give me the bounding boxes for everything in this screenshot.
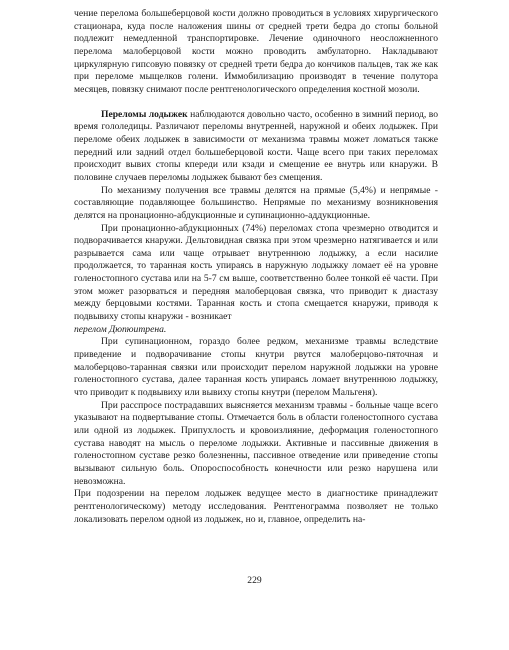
paragraph-tibia-treatment: чение перелома большеберцовой кости должно проводиться в условиях хирургического стационара, куда после наложения шины от средней трети бедра до стопы больной подлежит немедленной транспортировке. Лечение одиночного неосложненного перелома малоберцовой кости можно проводить амбулаторно. Накладывают циркулярную гипсовую повязку от средней трети бедра до кончиков пальцев, так же как при переломе мыщелков голени. Иммобилизацию производят в течение полутора месяцев, повязку снимают после рентгенологического определения костной мозоли. [74, 8, 438, 95]
paragraph-symptoms: При расспросе пострадавших выясняется механизм травмы - больные чаще всего указывают на подвертывание стопы. Отмечается боль в области голеностопного сустава или одной из лодыжек. Припухлость и кровоизлияние, деформация голеностопного сустава наводят на мысль о переломе лодыжки. Активные и пассивные движения в голеностопном суставе резко болезненны, пассивное отведение или приведение стопы вызывают сильную боль. Опороспособность конечности или резко нарушена или невозможна. [74, 399, 438, 487]
section-heading: Переломы лодыжек [101, 108, 188, 120]
paragraph-mechanism: По механизму получения все травмы делятся на прямые (5,4%) и непрямые - составляющие подавляющее большинство. Непрямые по механизму возникновения делятся на пронационно-абдукционные и супинационно-аддукционные. [74, 184, 438, 221]
paragraph-diagnosis: При подозрении на перелом лодыжек ведущее место в диагностике принадлежит рентгенологическому) методу исследования. Рентгенограмма позволяет не только локализовать перелом одной из лодыжек, но и, главное, определить на- [74, 488, 438, 525]
italic-term: перелом Дюпюитрена. [74, 323, 167, 335]
paragraph-gap [74, 97, 438, 109]
paragraph-supination: При супинационном, гораздо более редком, механизме травмы вследствие приведение и подворачивание стопы кнутри рвутся малоберцово-пяточная и малоберцово-таранная связки или происходит перелом наружной лодыжки на уровне голеностопного сустава, далее таранная кость упираясь ломает внутреннюю лодыжку, что приводит к подвывиху или вывиху стопы кнутри (перелом Мальгеня). [74, 336, 438, 399]
paragraph-pronation [74, 223, 438, 337]
paragraph-text: При пронационно-абдукционных (74%) переломах стопа чрезмерно отводится и подворачивается кнаружи. Дельтовидная связка при этом чрезмерно натягивается и или разрывается сама или чаще отрывает внутреннюю лодыжку, а если насилие продолжается, то таранная кость упираясь в наружную лодыжку ломает её на уровне голеностопного сустава или на 5-7 см выше, соответственно более тонкой её части. При этом может разорваться и передняя малоберцовая связка, что приводит к диастазу между берцовыми костями. Таранная кость и стопа смещается кнаружи, приводя к подвывиху стопы кнаружи - возникает [74, 222, 438, 323]
page-body [74, 8, 438, 526]
paragraph-ankle-fractures [74, 109, 438, 185]
paragraph-text: наблюдаются довольно часто, особенно в зимний период, во время гололедицы. Различают переломы внутренней, наружной и обеих лодыжек. При переломе обеих лодыжек в зависимости от механизма травмы может ломаться также передний или задний отдел большеберцовой кости. Чаще всего при таких переломах происходит вывих стопы кпереди или кзади и смещение ее внутрь или кнаружи. В половине случаев переломы лодыжек бывают без смещения. [74, 108, 438, 183]
page-number: 229 [247, 575, 262, 586]
